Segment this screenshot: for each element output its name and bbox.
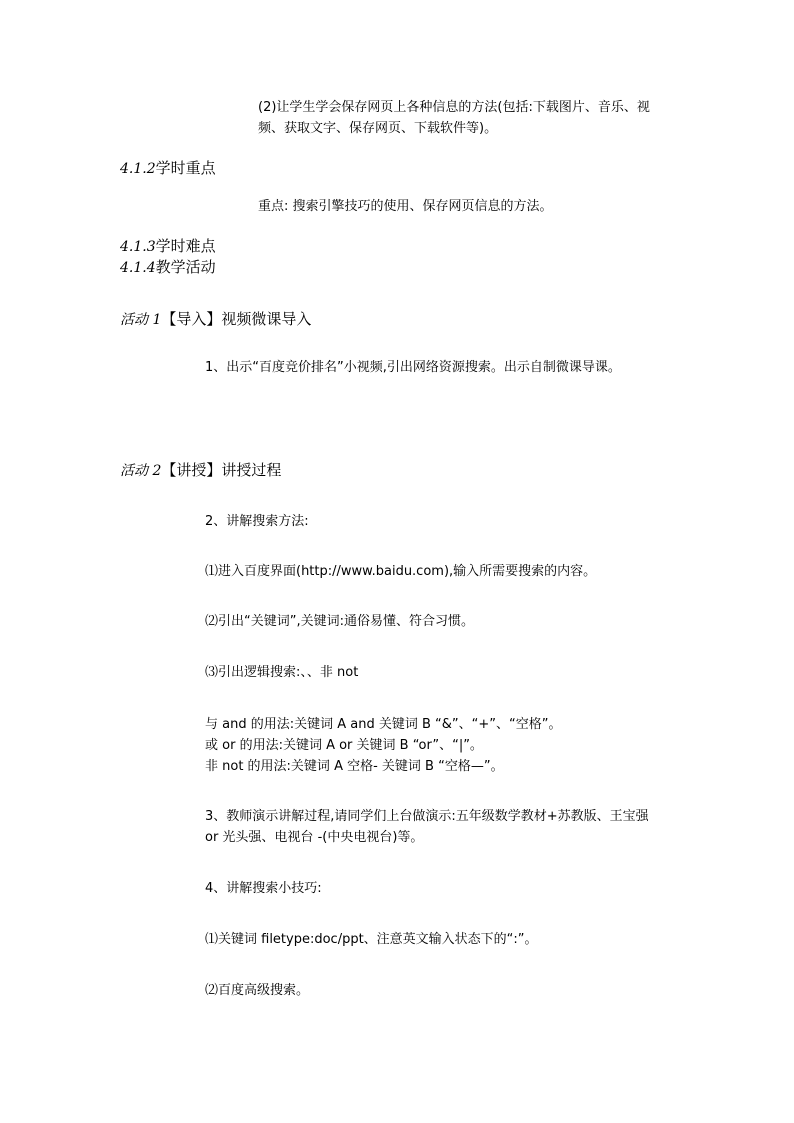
- not-usage-line: 非 not 的用法:关键词 A 空格- 关键词 B “空格—”。: [205, 759, 504, 774]
- step-1-baidu: ⑴进入百度界面(http://www.baidu.com),输入所需要搜索的内容。: [205, 564, 597, 579]
- activity-1-heading: [120, 309, 311, 330]
- section-number: 4.1.3: [120, 239, 156, 255]
- section-number: 4.1.4: [120, 260, 156, 276]
- key-points-text: 重点: 搜索引擎技巧的使用、保存网页信息的方法。: [258, 199, 553, 214]
- objective-2-line-1: (2)让学生学会保存网页上各种信息的方法(包括:下载图片、音乐、视: [258, 100, 650, 115]
- item-3-line-1: 3、教师演示讲解过程,请同学们上台做演示:五年级数学教材+苏教版、王宝强: [205, 809, 649, 824]
- activity-2-heading: [120, 460, 281, 481]
- step-3-logic-search: ⑶引出逻辑搜索:、、非 not: [205, 665, 359, 680]
- activity-1-item-1: 1、出示“百度竞价排名”小视频,引出网络资源搜索。出示自制微课导课。: [205, 360, 621, 375]
- section-4-1-4-heading: [120, 257, 216, 278]
- activity-label: 活动 2: [120, 463, 162, 479]
- objective-2-line-2: 频、获取文字、保存网页、下载软件等)。: [258, 121, 498, 136]
- section-4-1-2-heading: [120, 158, 216, 179]
- section-title: 教学活动: [155, 258, 216, 276]
- activity-label: 活动 1: [120, 312, 162, 328]
- tip-2-advanced-search: ⑵百度高级搜索。: [205, 983, 310, 998]
- item-4-search-tips: 4、讲解搜索小技巧:: [205, 881, 322, 896]
- item-3-line-2: or 光头强、电视台 -(中央电视台)等。: [205, 830, 424, 845]
- section-4-1-3-heading: [120, 236, 216, 257]
- tip-1-filetype: ⑴关键词 filetype:doc/ppt、注意英文输入状态下的“:”。: [205, 932, 538, 947]
- activity-title: 【导入】视频微课导入: [161, 310, 312, 328]
- activity-title: 【讲授】讲授过程: [161, 461, 282, 479]
- section-title: 学时重点: [155, 159, 216, 177]
- section-title: 学时难点: [155, 237, 216, 255]
- section-number: 4.1.2: [120, 161, 156, 177]
- and-usage-line: 与 and 的用法:关键词 A and 关键词 B “&”、“+”、“空格”。: [205, 717, 562, 732]
- item-2-search-method: 2、讲解搜索方法:: [205, 514, 309, 529]
- or-usage-line: 或 or 的用法:关键词 A or 关键词 B “or”、“|”。: [205, 738, 483, 753]
- step-2-keyword: ⑵引出“关键词”,关键词:通俗易懂、符合习惯。: [205, 614, 474, 629]
